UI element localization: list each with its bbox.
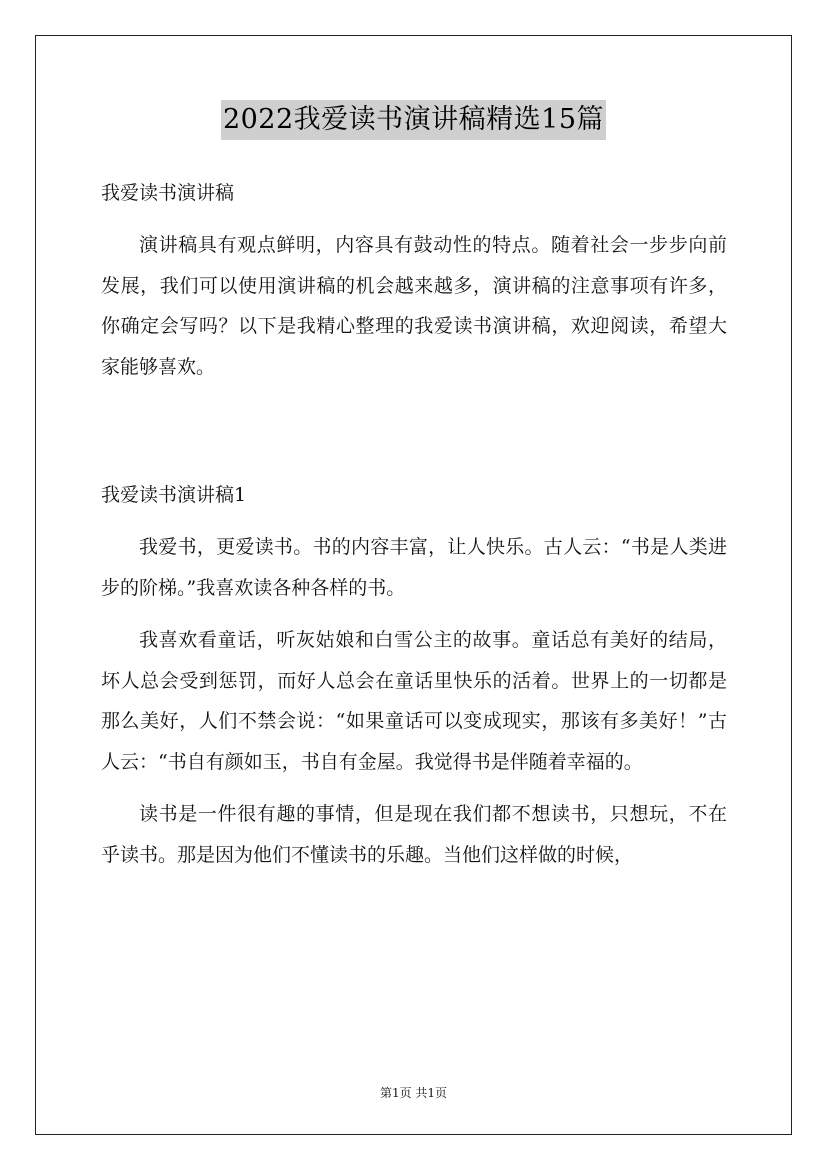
- section-1-paragraph-2: 我喜欢看童话，听灰姑娘和白雪公主的故事。童话总有美好的结局，坏人总会受到惩罚，而好人总会在童话里快乐的活着。世界上的一切都是那么美好，人们不禁会说：“如果童话可以变成现实，那该有多美好！”古人云：“书自有颜如玉，书自有金屋。我觉得书是伴随着幸福的。: [101, 629, 727, 773]
- intro-paragraph: 演讲稿具有观点鲜明，内容具有鼓动性的特点。随着社会一步步向前发展，我们可以使用演讲稿的机会越来越多，演讲稿的注意事项有许多，你确定会写吗？以下是我精心整理的我爱读书演讲稿，欢迎阅读，希望大家能够喜欢。: [101, 234, 727, 378]
- section-spacer: [101, 387, 727, 475]
- document-body: [101, 173, 727, 875]
- section-1-heading: 我爱读书演讲稿1: [101, 484, 247, 506]
- page-number: 第1页 共1页: [379, 1086, 448, 1100]
- document-title: 2022我爱读书演讲稿精选15篇: [221, 100, 606, 140]
- intro-heading: 我爱读书演讲稿: [101, 182, 235, 204]
- section-1-paragraph-3: 读书是一件很有趣的事情，但是现在我们都不想读书，只想玩，不在乎读书。那是因为他们不懂读书的乐趣。当他们这样做的时候，: [101, 803, 727, 866]
- page-footer: [0, 1085, 827, 1101]
- section-1-paragraph-1: 我爱书，更爱读书。书的内容丰富，让人快乐。古人云：“书是人类进步的阶梯。”我喜欢读各种各样的书。: [101, 536, 727, 599]
- title-container: [0, 100, 827, 140]
